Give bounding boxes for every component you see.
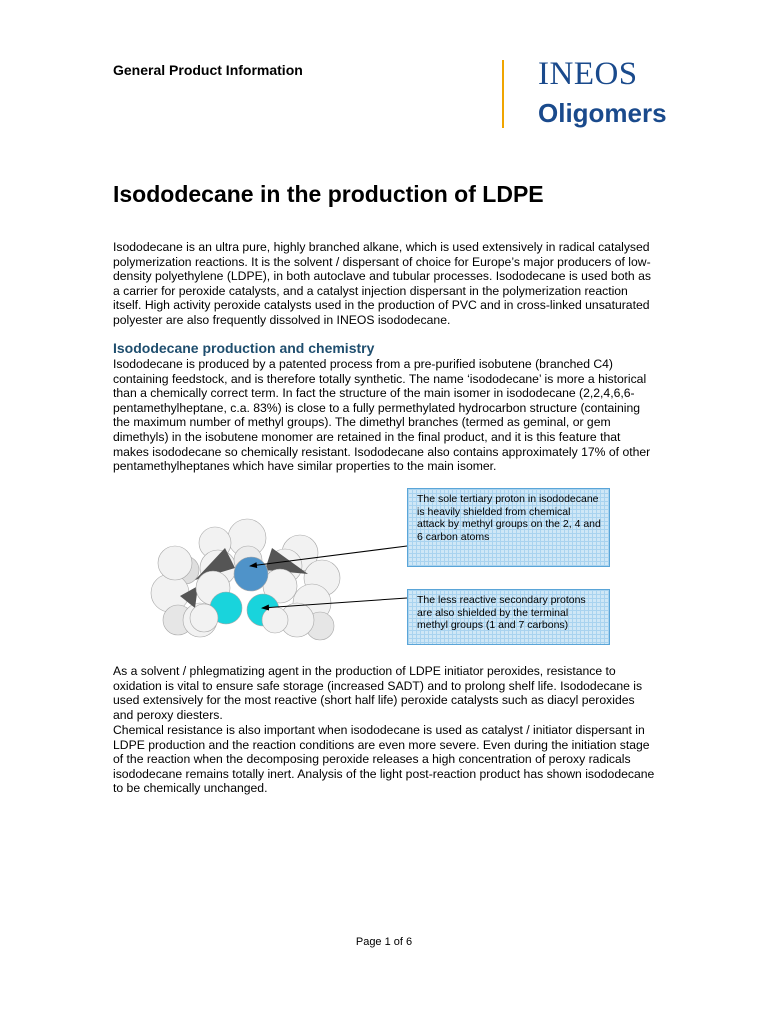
company-logo-division: Oligomers xyxy=(538,98,667,128)
page-number: Page 1 of 6 xyxy=(355,936,413,948)
page-title: Isododecane in the production of LDPE xyxy=(113,181,544,207)
document-category-label: General Product Information xyxy=(113,62,303,78)
logo-divider xyxy=(502,60,504,128)
tertiary-proton-callout: The sole tertiary proton in isododecane is heavily shielded from chemical attack by methyl groups on the 2, 4 and 6 carbon atoms xyxy=(407,488,610,567)
intro-paragraph: Isododecane is an ultra pure, highly branched alkane, which is used extensively in radical catalysed polymerization reactions. It is the solvent / dispersant of choice for Europe’s major producers of low-density polyethylene (LDPE), in both autoclave and tubular processes. Isododecane is used both as a carrier for peroxide catalysts, and a catalyst injection dispersant in the polymerization reaction itself. High activity peroxide catalysts used in the production of PVC and in cross-linked unsaturated polyester are also frequently dissolved in INEOS isododecane. xyxy=(113,240,651,327)
section-paragraph: Isododecane is produced by a patented process from a pre-purified isobutene (branched C4) containing feedstock, and is therefore totally synthetic. The name ‘isododecane’ is more a historical than a chemically correct term. In fact the structure of the main isomer in isododecane (2,2,4,6,6-pentamethylheptane, c.a. 83%) is close to a fully permethylated hydrocarbon structure (containing the maximum number of methyl groups). The dimethyl branches (termed as geminal, or gem dimethyls) in the isobutene monomer are retained in the final product, and it is this feature that makes isododecane so chemically resistant. Isododecane also contains approximately 17% of other pentamethylheptanes which have similar properties to the main isomer. xyxy=(113,357,651,474)
isododecane-molecule-illustration xyxy=(140,508,355,643)
section-heading: Isododecane production and chemistry xyxy=(113,340,375,356)
company-logo-name: INEOS xyxy=(538,56,638,92)
solvent-paragraph: As a solvent / phlegmatizing agent in the production of LDPE initiator peroxides, resistance to oxidation is vital to ensure safe storage (increased SADT) and to prolong shelf life. Isododecane is used extensively for the most reactive (short half life) peroxide catalysts such as diacyl peroxides and peroxy diesters. xyxy=(113,664,643,722)
chemical-resistance-paragraph: Chemical resistance is also important when isododecane is used as catalyst / initiator dispersant in LDPE production and the reaction conditions are even more severe. Even during the initiation stage of the reaction when the decomposing peroxide releases a high concentration of peroxy radicals isododecane remains totally inert. Analysis of the light post-reaction product has shown isododecane to be chemically unchanged. xyxy=(113,723,655,796)
secondary-proton-callout: The less reactive secondary protons are also shielded by the terminal methyl groups (1 and 7 carbons) xyxy=(407,589,610,645)
